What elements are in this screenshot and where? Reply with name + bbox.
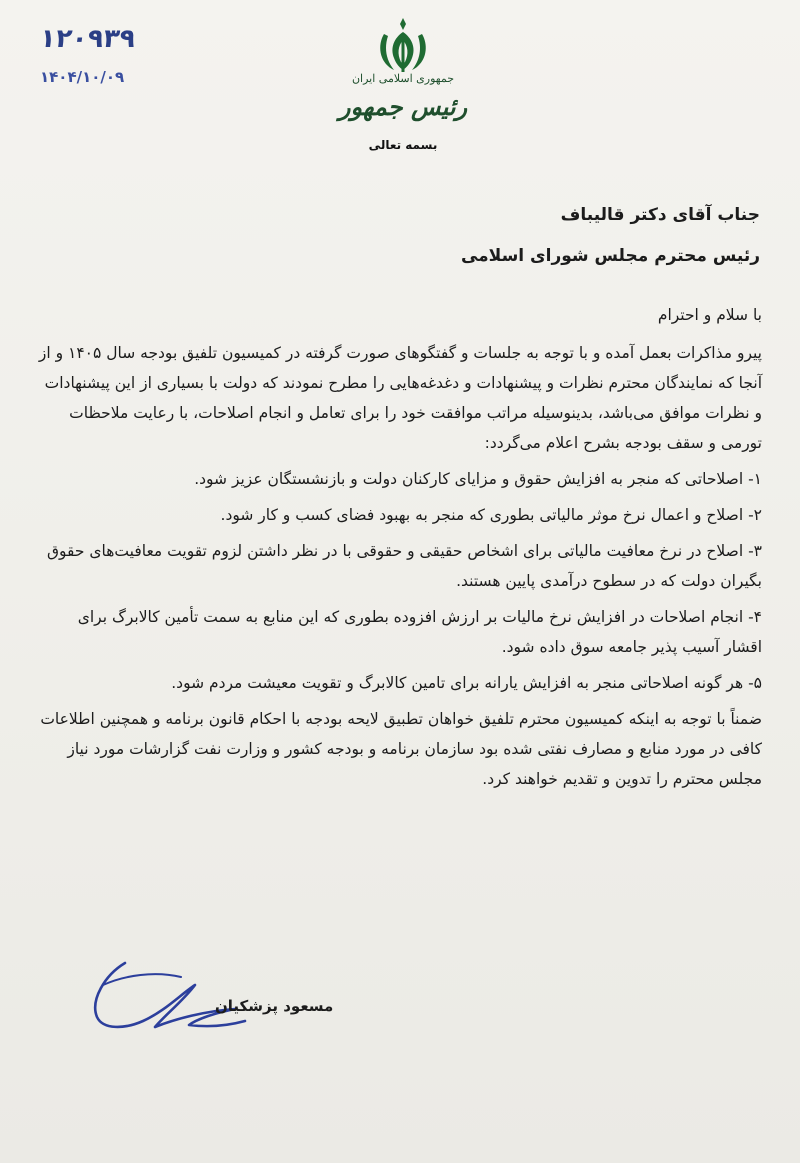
reference-number: ۱۲۰۹۳۹ <box>37 24 138 54</box>
list-item: ۱- اصلاحاتی که منجر به افزایش حقوق و مزایای کارکنان دولت و بازنشستگان عزیز شود. <box>194 470 762 488</box>
iran-emblem-icon <box>372 14 434 76</box>
letter-date: ۱۴۰۴/۱۰/۰۹ <box>40 68 125 86</box>
intro-paragraph: پیرو مذاکرات بعمل آمده و با توجه به جلسات و گفتگوهای صورت گرفته در کمیسیون تلفیق بودجه سال ۱۴۰۵ و از آنجا که نمایندگان محترم نظرات و پیشنهادات و دغدغه‌هایی را مطرح نمودند که دولت با بسیاری از این پیشنهادات و نظرات موافق می‌باشد، بدینوسیله مراتب موافقت خود را برای تعامل و انجام اصلاحات، با رعایت ملاحظات تورمی و سقف بودجه بشرح اعلام می‌گردد: <box>38 344 762 452</box>
list-item: ۲- اصلاح و اعمال نرخ موثر مالیاتی بطوری که منجر به بهبود فضای کسب و کار شود. <box>220 506 762 524</box>
greeting: با سلام و احترام <box>657 306 762 324</box>
addressee-name: جناب آقای دکتر قالیباف <box>560 205 760 225</box>
list-item: ۳- اصلاح در نرخ معافیت مالیاتی برای اشخاص حقیقی و حقوقی با در نظر داشتن لزوم تقویت معافیت‌های حقوق بگیران دولت که در سطوح درآمدی پایین هستند. <box>47 542 762 590</box>
addressee-title: رئیس محترم مجلس شورای اسلامی <box>460 246 760 266</box>
list-item: ۴- انجام اصلاحات در افزایش نرخ مالیات بر ارزش افزوده بطوری که این منابع به سمت تأمین کالابرگ برای اقشار آسیب پذیر جامعه سوق داده شود. <box>77 608 762 656</box>
letter-body <box>36 300 762 794</box>
logo-country-text: جمهوری اسلامی ایران <box>351 72 455 85</box>
signer-name: مسعود پزشکیان <box>215 997 334 1015</box>
closing-paragraph: ضمناً با توجه به اینکه کمیسیون محترم تلفیق خواهان تطبیق لایحه بودجه با احکام قانون برنامه و همچنین اطلاعات کافی در مورد منابع و مصارف نفتی شده بود سازمان برنامه و بودجه کشور و وزارت نفت گزارشات مورد نیاز مجلس محترم را تدوین و تقدیم خواهند کرد. <box>40 710 762 788</box>
bismillah-heading: بسمه تعالی <box>368 138 438 152</box>
list-item: ۵- هر گونه اصلاحاتی منجر به افزایش یارانه برای تامین کالابرگ و تقویت معیشت مردم شود. <box>171 674 762 692</box>
logo-office-text: رئیس جمهور <box>338 92 468 121</box>
